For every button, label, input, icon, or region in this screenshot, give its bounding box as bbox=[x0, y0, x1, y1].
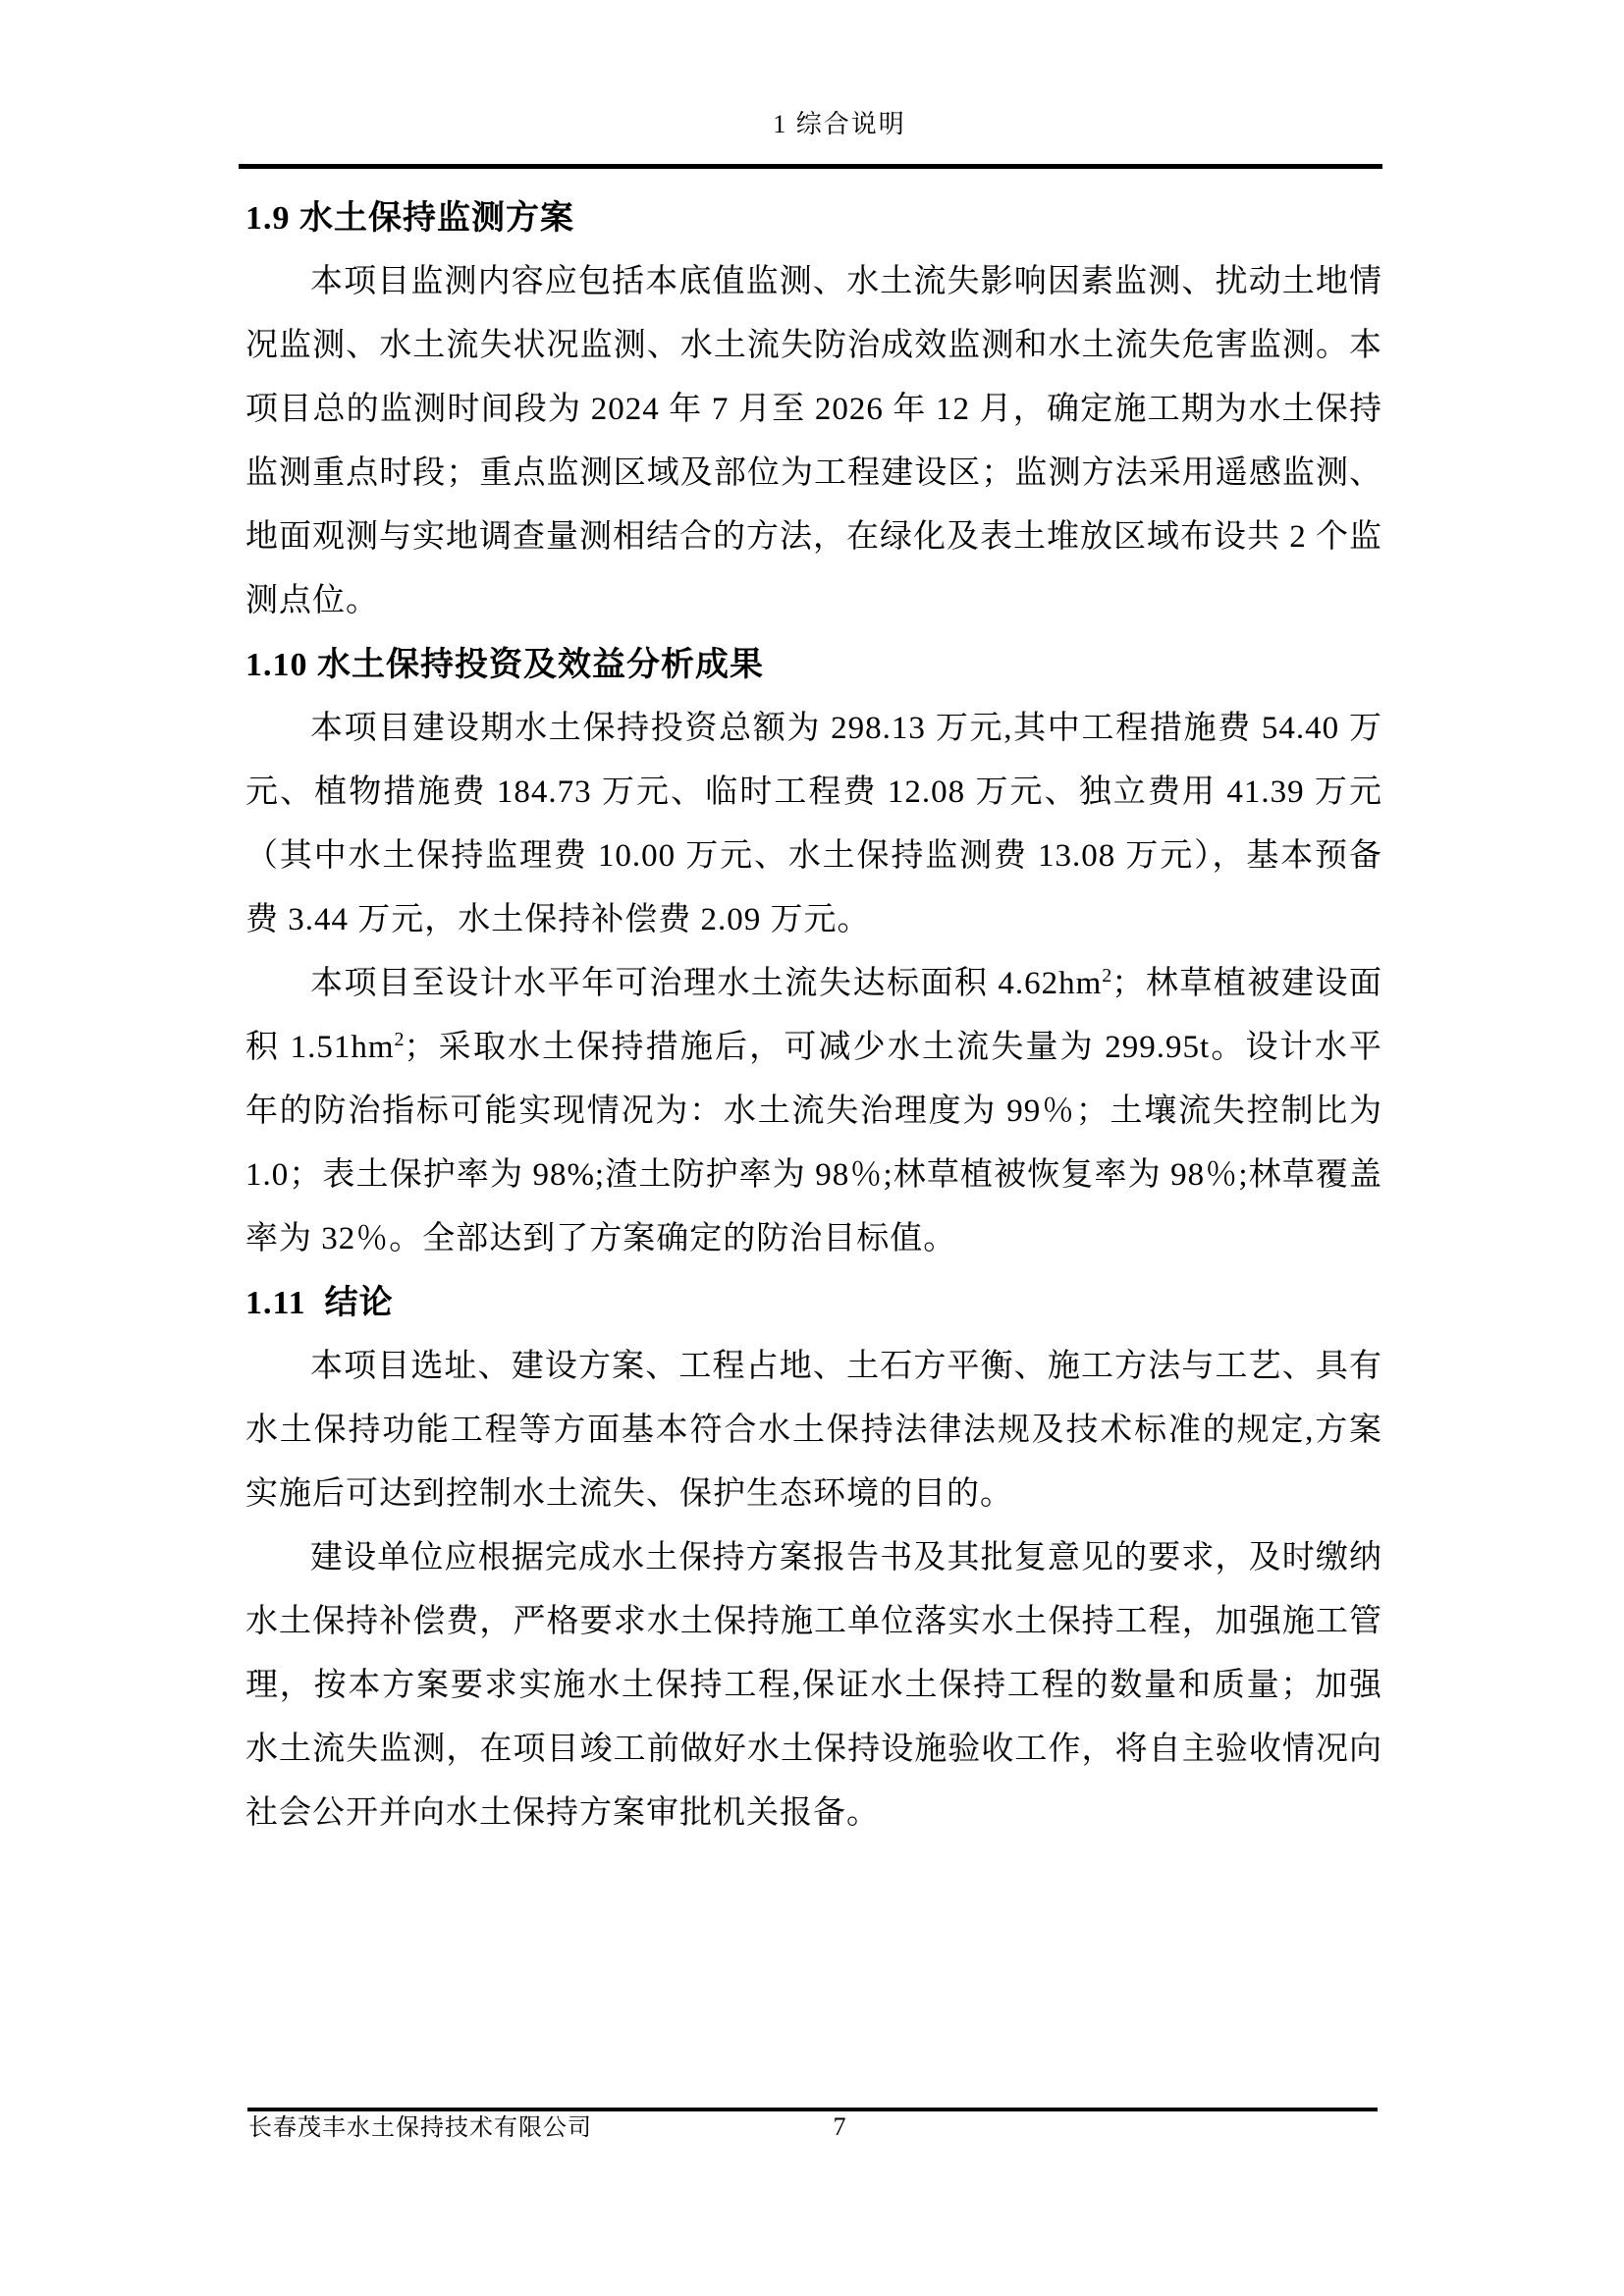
body-paragraph: 本项目建设期水土保持投资总额为 298.13 万元,其中工程措施费 54.40 万元、植物措施费 184.73 万元、临时工程费 12.08 万元、独立费用 41.39 万元（其中水土保持监理费 10.00 万元、水土保持监测费 13.08 万元），基本预备费 3.44 万元，水土保持补偿费 2.09 万元。 bbox=[245, 711, 1382, 937]
section-heading: 1.11 结论 bbox=[245, 1285, 394, 1321]
section-heading: 1.10 水土保持投资及效益分析成果 bbox=[245, 647, 764, 683]
body-paragraph: 本项目选址、建设方案、工程占地、土石方平衡、施工方法与工艺、具有水土保持功能工程等方面基本符合水土保持法律法规及技术标准的规定,方案实施后可达到控制水土流失、保护生态环境的目的。 bbox=[245, 1349, 1382, 1512]
footer-page-number: 7 bbox=[833, 2112, 846, 2141]
body-paragraph: 本项目至设计水平年可治理水土流失达标面积 $4.62hm^2$；林草植被建设面积 $1.51hm^2$；采取水土保持措施后，可减少水土流失量为 299.95t。设计水平年的防治指标可能实现情况为：水土流失治理度为 99％；土壤流失控制比为 1.0；表土保护率为 98%;渣土防护率为 98％;林草植被恢复率为 98％;林草覆盖率为 32％。全部达到了方案确定的防治目标值。 bbox=[245, 965, 1383, 1256]
body-paragraph: 本项目监测内容应包括本底值监测、水土流失影响因素监测、扰动土地情况监测、水土流失状况监测、水土流失防治成效监测和水土流失危害监测。本项目总的监测时间段为 2024 年 7 月至 2026 年 12 月，确定施工期为水土保持监测重点时段；重点监测区域及部位为工程建设区；监测方法采用遥感监测、地面观测与实地调查量测相结合的方法，在绿化及表土堆放区域布设共 2 个监测点位。 bbox=[245, 264, 1382, 618]
section-heading: 1.9 水土保持监测方案 bbox=[245, 200, 574, 237]
page-header-chapter-title: 1 综合说明 bbox=[773, 110, 906, 138]
footer-company-name: 长春茂丰水土保持技术有限公司 bbox=[248, 2115, 592, 2141]
superscript: 2 bbox=[1102, 965, 1112, 987]
header-divider-line bbox=[239, 164, 1382, 169]
document-body bbox=[245, 187, 1382, 1845]
body-paragraph: 建设单位应根据完成水土保持方案报告书及其批复意见的要求，及时缴纳水土保持补偿费，严格要求水土保持施工单位落实水土保持工程，加强施工管理，按本方案要求实施水土保持工程,保证水土保持工程的数量和质量；加强水土流失监测，在项目竣工前做好水土保持设施验收工作，将自主验收情况向社会公开并向水土保持方案审批机关报备。 bbox=[245, 1540, 1382, 1831]
superscript: 2 bbox=[394, 1029, 405, 1050]
